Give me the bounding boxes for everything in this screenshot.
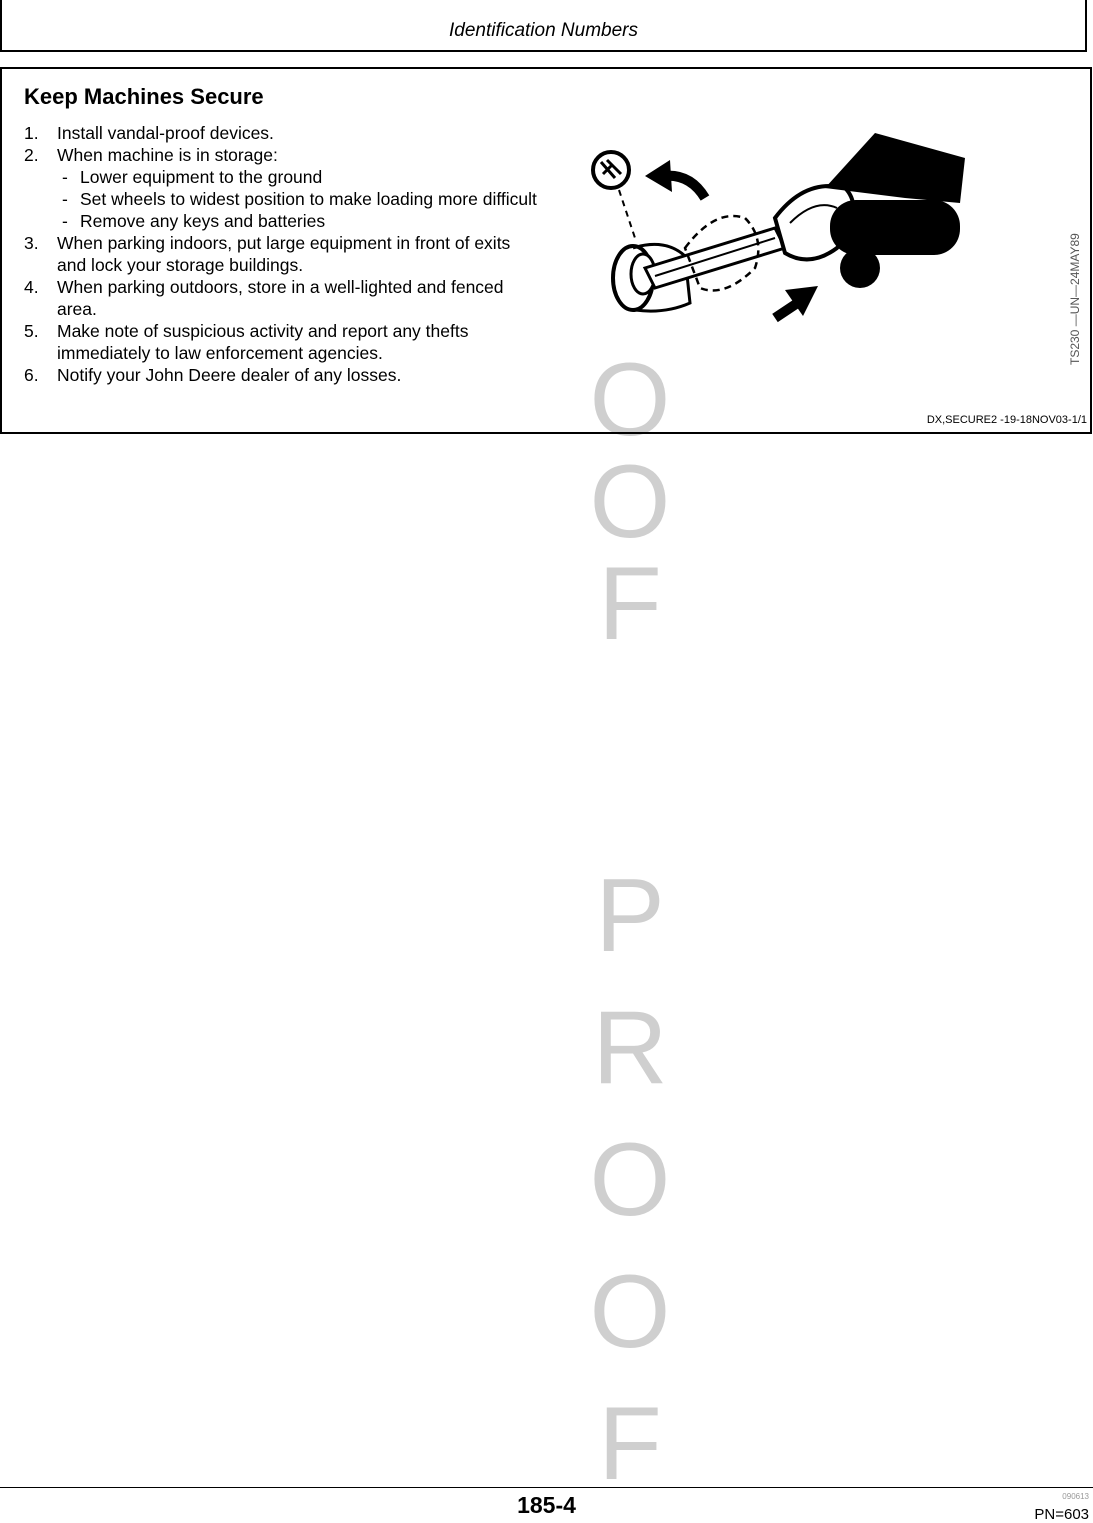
item-number: 4. <box>24 277 39 297</box>
list-item <box>24 144 544 232</box>
sub-item-text: Set wheels to widest position to make loading more difficult <box>80 189 537 209</box>
item-number: 6. <box>24 365 39 385</box>
item-text: Install vandal-proof devices. <box>57 123 274 143</box>
item-number: 1. <box>24 123 39 143</box>
section-title: Keep Machines Secure <box>24 84 264 109</box>
page-pn: PN=603 <box>1034 1506 1089 1523</box>
watermark-letter: O <box>589 1130 671 1232</box>
list-item <box>24 320 544 364</box>
curved-arrow-icon <box>645 160 705 198</box>
watermark-letter: R <box>592 998 668 1100</box>
proof-watermark <box>570 350 690 1496</box>
watermark-letter: F <box>598 554 662 656</box>
sub-item-text: Remove any keys and batteries <box>80 211 326 231</box>
sub-item-text: Lower equipment to the ground <box>80 167 323 187</box>
item-text: Make note of suspicious activity and report any thefts immediately to law enforcement agencies. <box>57 321 469 363</box>
hand-icon <box>825 133 965 288</box>
item-number: 3. <box>24 233 39 253</box>
item-text: When machine is in storage: <box>57 145 278 165</box>
key-ignition-illustration <box>575 78 995 378</box>
watermark-letter: O <box>589 452 671 554</box>
list-item <box>24 232 544 276</box>
header-box <box>0 0 1087 52</box>
watermark-letter: F <box>598 1394 662 1496</box>
figure-code: TS230 —UN—24MAY89 <box>1068 233 1082 365</box>
footer-code: 090613 <box>1062 1492 1089 1501</box>
sub-item: - Set wheels to widest position to make loading more difficult <box>62 189 537 209</box>
list-item <box>24 122 544 144</box>
item-text: Notify your John Deere dealer of any losses. <box>57 365 402 385</box>
sub-item: - Lower equipment to the ground <box>62 167 323 187</box>
straight-arrow-icon <box>775 286 818 318</box>
header-title: Identification Numbers <box>448 20 639 41</box>
instruction-list <box>24 122 544 386</box>
item-number: 2. <box>24 145 39 165</box>
list-item <box>24 364 544 386</box>
item-text: When parking indoors, put large equipment in front of exits and lock your storage buildings. <box>57 233 511 275</box>
reference-code: DX,SECURE2 -19-18NOV03-1/1 <box>926 414 1087 426</box>
footer-divider <box>0 1487 1093 1488</box>
list-item <box>24 276 544 320</box>
watermark-letter: O <box>589 1262 671 1364</box>
lock-cap-icon <box>593 152 629 188</box>
sub-item: - Remove any keys and batteries <box>62 211 326 231</box>
page-number: 185-4 <box>517 1492 576 1518</box>
watermark-letter: O <box>589 350 671 452</box>
item-text: When parking outdoors, store in a well-lighted and fenced area. <box>57 277 504 319</box>
watermark-letter: P <box>595 866 665 968</box>
item-number: 5. <box>24 321 39 341</box>
